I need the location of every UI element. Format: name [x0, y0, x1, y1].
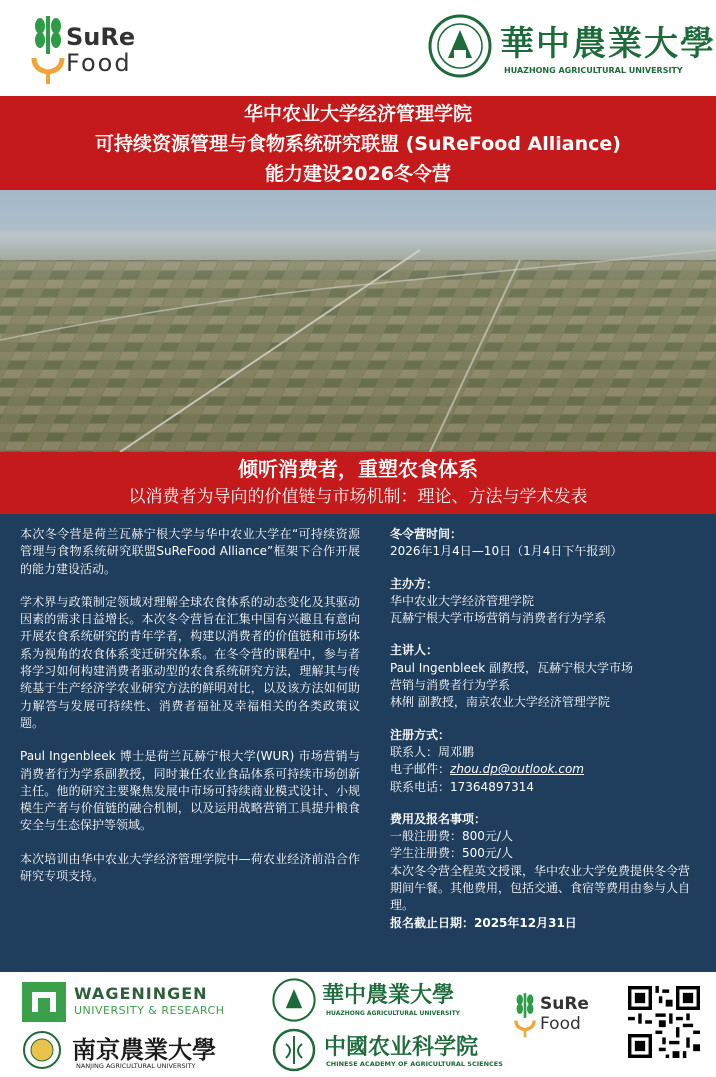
fees-note: 本次冬令营全程英文授课，华中农业大学免费提供冬令营期间午餐。其他费用，包括交通、食宿等费用由参与人自理。: [390, 863, 691, 913]
surefood-word-1: SuRe: [66, 23, 136, 51]
speaker-2: 林俐 副教授，南京农业大学经济管理学院: [390, 695, 610, 710]
hzau-footer-seal-icon: [272, 978, 316, 1022]
hzau-footer-name-en: HUAZHONG AGRICULTURAL UNIVERSITY: [326, 1010, 461, 1017]
speakers-section: [390, 642, 700, 711]
hzau-footer-name-cn: 華中農業大學: [322, 982, 455, 1008]
njau-name-en: NANJING AGRICULTURAL UNIVERSITY: [76, 1062, 196, 1070]
organizers-heading: 主办方：: [390, 576, 439, 591]
title-banner: [0, 96, 716, 190]
speakers-heading: 主讲人：: [390, 643, 439, 658]
email-link[interactable]: zhou.dp@outlook.com: [450, 762, 584, 777]
speaker-1-line-2: 营销与消费者行为学系: [390, 678, 511, 693]
funding-paragraph: 本次培训由华中农业大学经济管理学院中—荷农业经济前沿合作研究专项支持。: [20, 851, 360, 884]
background-paragraph: 学术界与政策制定领域对理解全球农食体系的动态变化及其驱动因素的需求日益增长。本次冬令营旨在汇集中国有兴趣且有意向开展农食系统研究的青年学者，构建以消费者的价值链和市场体系为视角的农食体系变迁研究体系。在冬令营的课程中，参与者将学习如何构建消费者驱动型的农食系统研究方法，理解其与传统基于生产经济学农业研究方法的鲜明对比，以及该方法如何助力解答与发展可持续性、消费者福祉及幸福相关的各类政策议题。: [20, 594, 360, 730]
banner-title: 倾听消费者，重塑农食体系: [238, 457, 478, 481]
hzau-name-cn: 華中農業大學: [500, 24, 716, 64]
partner-logos-bar: [0, 972, 716, 1077]
registration-deadline: 报名截止日期：2025年12月31日: [390, 915, 577, 930]
main-content: [0, 514, 716, 972]
time-heading: 冬令营时间：: [390, 527, 463, 541]
banner-subtitle: 以消费者为导向的价值链与市场机制：理论、方法与学术发表: [128, 487, 588, 507]
wur-subname: UNIVERSITY & RESEARCH: [74, 1004, 225, 1017]
njau-name-cn: 南京農業大學: [72, 1035, 216, 1064]
speaker-bio-paragraph: Paul Ingenbleek 博士是荷兰瓦赫宁根大学(WUR) 市场营销与消费者行为学系副教授，同时兼任农业食品体系可持续市场创新主任。他的研究主要聚焦发展中市场可持续商业模式设计、小规模生产者与价值链的融合机制，以及运用战略营销工具提升粮食安全与生态保护等领域。: [20, 749, 360, 833]
hzau-seal-icon: [428, 14, 492, 78]
organizers-section: [390, 576, 700, 628]
speaker-1-line-1: Paul Ingenbleek 副教授，瓦赫宁根大学市场: [390, 660, 634, 675]
title-line-1: 华中农业大学经济管理学院: [243, 103, 472, 125]
description-column: [20, 526, 360, 901]
registration-section: [390, 727, 700, 796]
qr-code-icon[interactable]: [628, 986, 700, 1058]
email-line: [390, 761, 700, 778]
contact-line: [390, 744, 700, 761]
surefood-footer-icon: [512, 986, 538, 1042]
aerial-farmland-photo: [0, 190, 716, 452]
contact-label: 联系人：: [390, 744, 439, 759]
student-fee: 学生注册费：500元/人: [390, 846, 513, 861]
title-line-3: 能力建设2026冬令营: [265, 163, 451, 185]
fees-section: [390, 811, 700, 932]
organizer-2: 瓦赫宁根大学市场营销与消费者行为学系: [390, 611, 607, 626]
njau-seal-icon: [22, 1030, 62, 1070]
phone-number: 17364897314: [450, 779, 534, 794]
surefood-wordmark: [66, 24, 135, 76]
wheat-fork-icon: [28, 12, 68, 84]
caas-name-cn: 中國农业科学院: [324, 1034, 479, 1060]
contact-name: 周邓鹏: [438, 744, 475, 759]
hzau-name-en: HUAZHONG AGRICULTURAL UNIVERSITY: [504, 66, 683, 75]
time-section: [390, 526, 700, 561]
top-logo-bar: [0, 0, 716, 96]
phone-label: 联系电话：: [390, 779, 451, 794]
aerial-landscape-image: [0, 190, 716, 452]
caas-name-en: CHINESE ACADEMY OF AGRICULTURAL SCIENCES: [326, 1060, 503, 1068]
surefood-word-2: Food: [66, 49, 132, 77]
details-column: [390, 526, 700, 947]
fees-heading: 费用及报名事项：: [390, 811, 487, 826]
surefood-footer-word-2: Food: [540, 1014, 581, 1034]
surefood-footer-word-1: SuRe: [540, 994, 589, 1014]
registration-heading: 注册方式：: [390, 727, 451, 742]
subtitle-banner: [0, 452, 716, 514]
intro-paragraph: 本次冬令营是荷兰瓦赫宁根大学与华中农业大学在“可持续资源管理与食物系统研究联盟SuReFood Alliance”框架下合作开展的能力建设活动。: [20, 527, 360, 576]
general-fee: 一般注册费：800元/人: [390, 829, 513, 844]
surefood-logo: [22, 10, 162, 86]
title-line-2: 可持续资源管理与食物系统研究联盟 (SuReFood Alliance): [95, 133, 621, 155]
caas-emblem-icon: [272, 1028, 316, 1072]
email-label: 电子邮件：: [390, 762, 451, 777]
hzau-logo: [428, 14, 716, 84]
wur-name: WAGENINGEN: [74, 984, 208, 1003]
wur-emblem-icon: [22, 982, 66, 1022]
time-value: 2026年1月4日—10日（1月4日下午报到）: [390, 544, 623, 559]
organizer-1: 华中农业大学经济管理学院: [390, 593, 535, 608]
phone-line: [390, 779, 700, 796]
